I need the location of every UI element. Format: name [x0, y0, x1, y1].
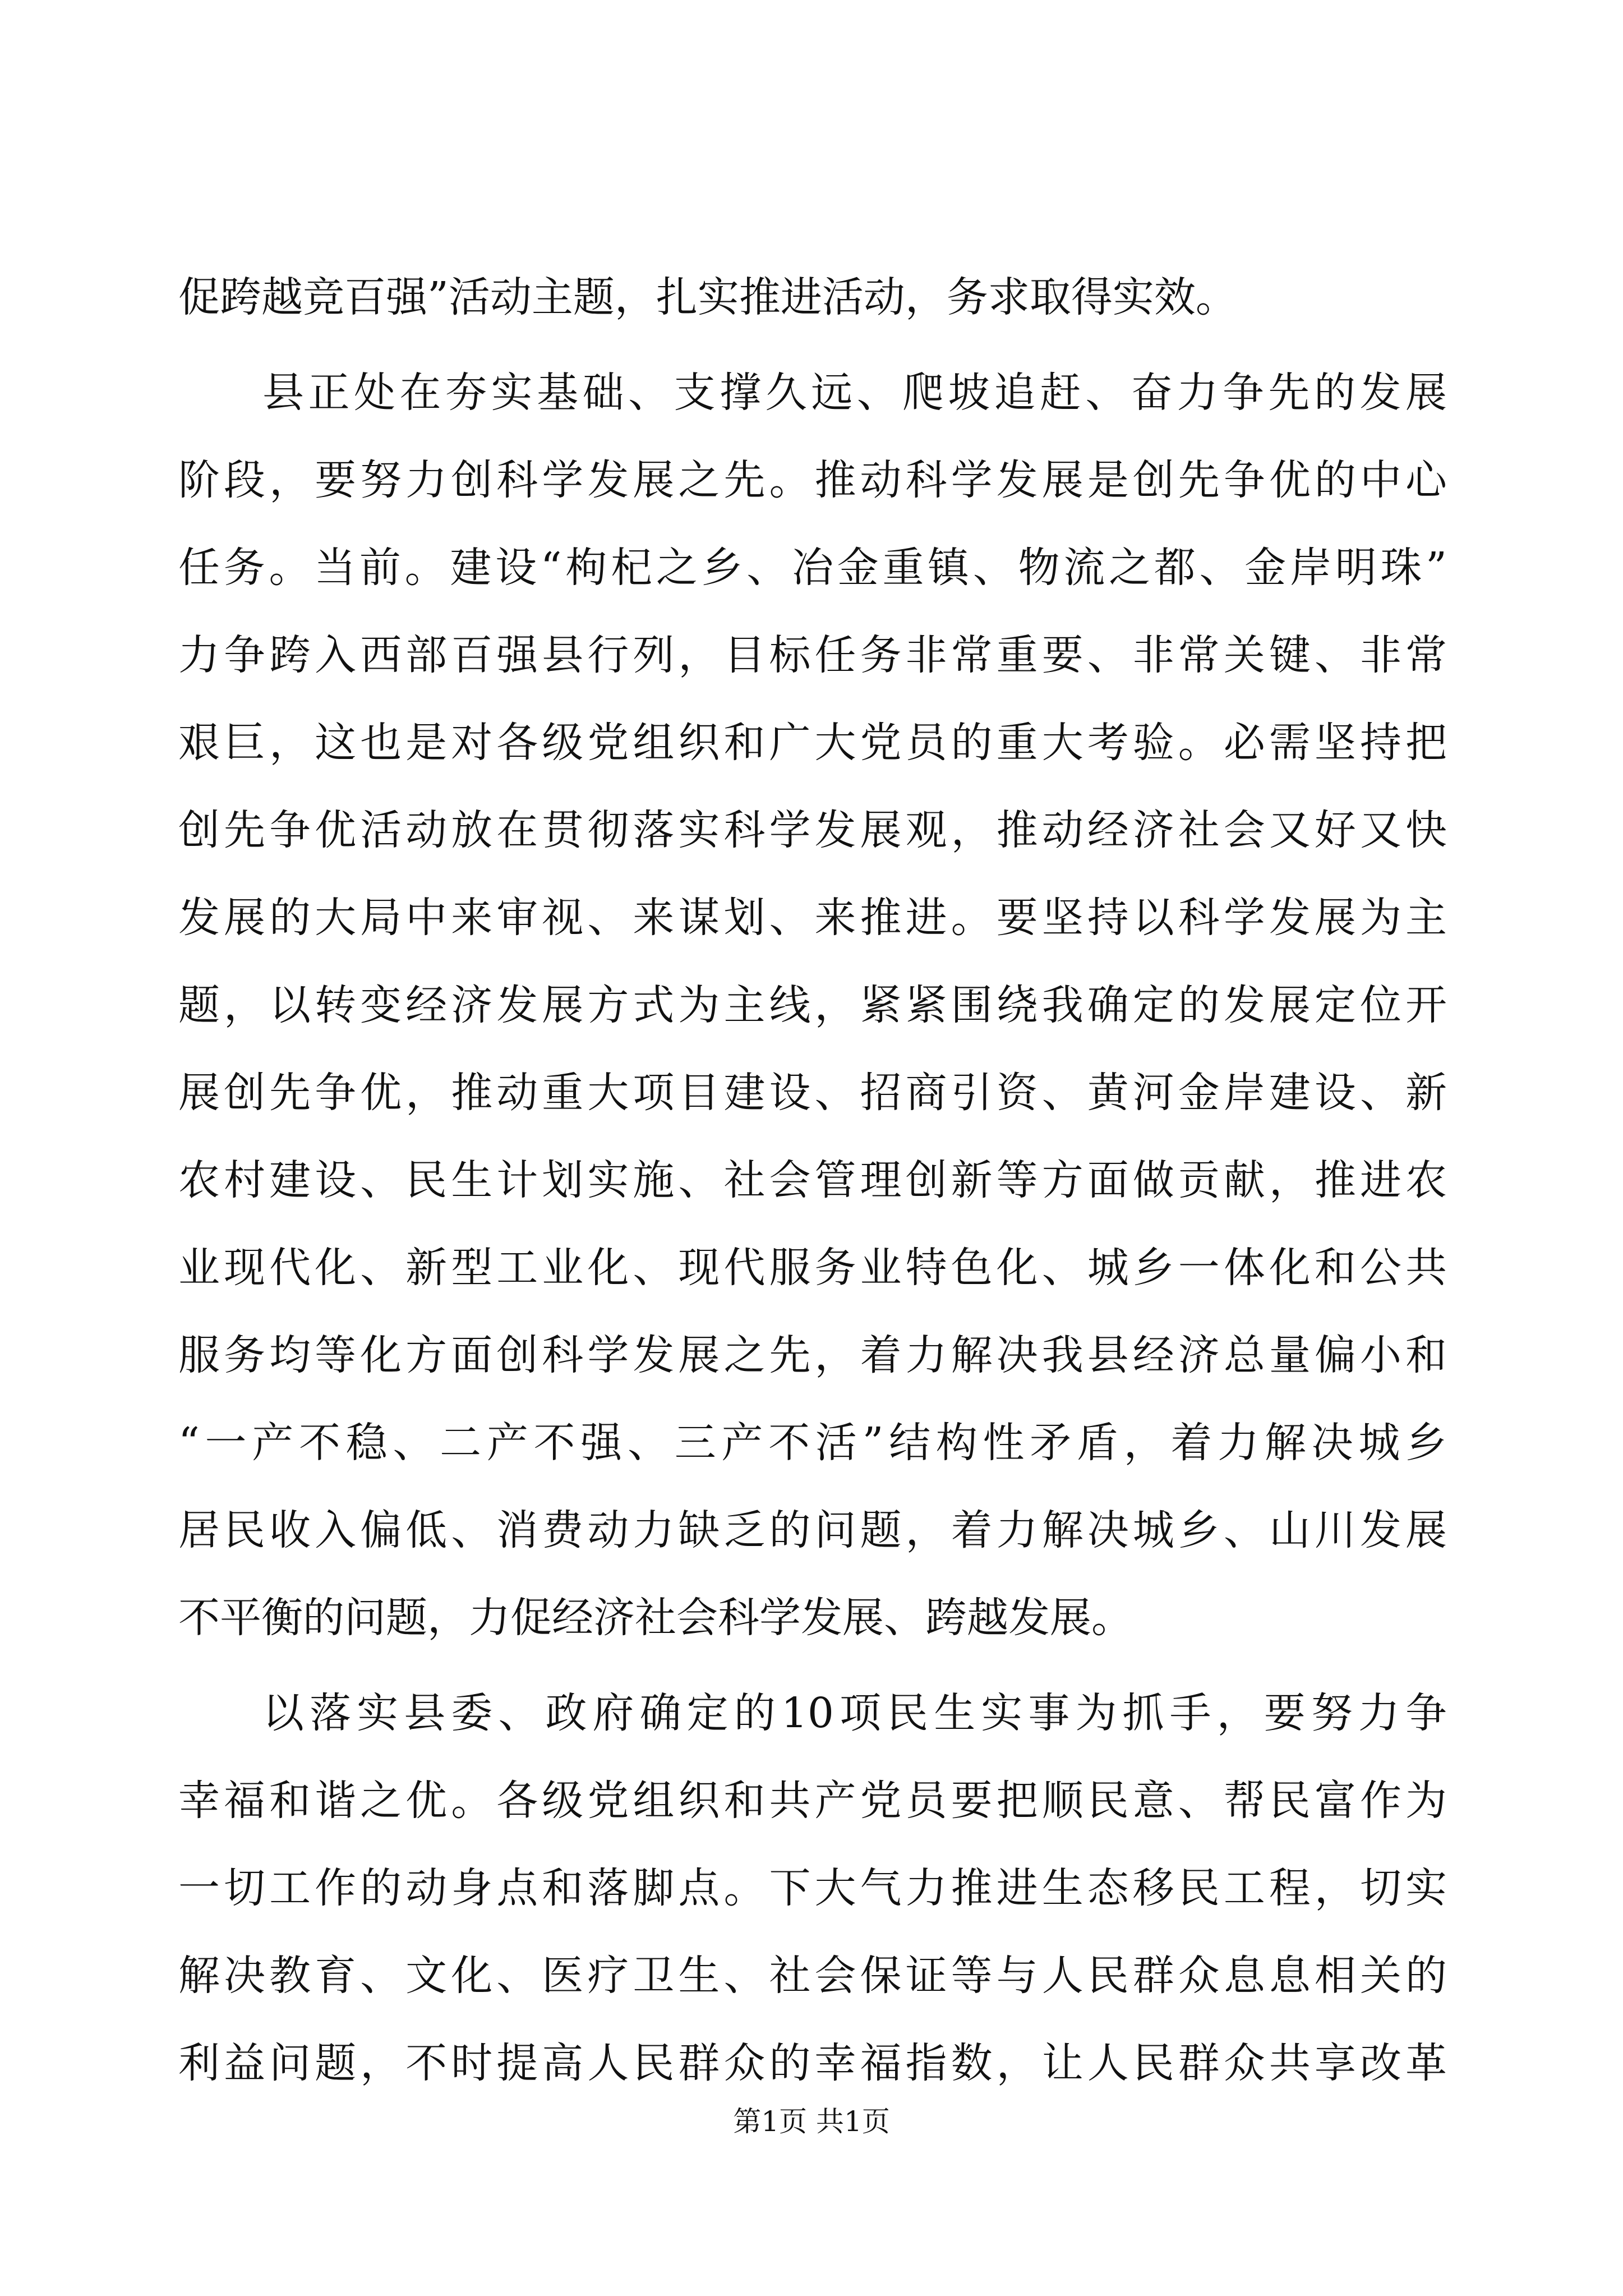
text-line: 幸福和谐之优。各级党组织和共产党员要把顺民意、帮民富作为 — [178, 1777, 1447, 1825]
paragraph-gap — [178, 341, 1447, 349]
text-line: 利益问题，不时提高人民群众的幸福指数，让人民群众共享改革 — [178, 2039, 1447, 2087]
text-line: 业现代化、新型工业化、现代服务业特色化、城乡一体化和公共 — [178, 1244, 1447, 1292]
text-line: 题，以转变经济发展方式为主线，紧紧围绕我确定的发展定位开 — [178, 981, 1447, 1029]
text-line: 以落实县委、政府确定的10项民生实事为抓手，要努力争 — [262, 1689, 1447, 1737]
text-line: 农村建设、民生计划实施、社会管理创新等方面做贡献，推进农 — [178, 1156, 1447, 1204]
paragraph-2 — [178, 1669, 1447, 2107]
page-footer: 第1页 共1页 — [733, 2105, 890, 2138]
text-line: 促跨越竞百强”活动主题，扎实推进活动，务求取得实效。 — [178, 273, 1237, 321]
text-line: 力争跨入西部百强县行列，目标任务非常重要、非常关键、非常 — [178, 631, 1447, 679]
text-line: 一切工作的动身点和落脚点。下大气力推进生态移民工程，切实 — [178, 1864, 1447, 1912]
text-line: 艰巨，这也是对各级党组织和广大党员的重大考验。必需坚持把 — [178, 719, 1447, 767]
text-line: 展创先争优，推动重大项目建设、招商引资、黄河金岸建设、新 — [178, 1069, 1447, 1117]
paragraph-0 — [178, 254, 1447, 341]
paragraph-1 — [178, 349, 1447, 1662]
text-line: 创先争优活动放在贯彻落实科学发展观，推动经济社会又好又快 — [178, 806, 1447, 854]
text-line: 服务均等化方面创科学发展之先，着力解决我县经济总量偏小和 — [178, 1331, 1447, 1379]
document-body — [178, 254, 1447, 2107]
text-line: 发展的大局中来审视、来谋划、来推进。要坚持以科学发展为主 — [178, 894, 1447, 942]
text-line: 阶段，要努力创科学发展之先。推动科学发展是创先争优的中心 — [178, 456, 1447, 504]
text-line: 县正处在夯实基础、支撑久远、爬坡追赶、奋力争先的发展 — [262, 369, 1447, 417]
text-line: 解决教育、文化、医疗卫生、社会保证等与人民群众息息相关的 — [178, 1952, 1447, 2000]
text-line: 居民收入偏低、消费动力缺乏的问题，着力解决城乡、山川发展 — [178, 1506, 1447, 1554]
paragraph-gap — [178, 1662, 1447, 1669]
text-line: 任务。当前。建设“枸杞之乡、冶金重镇、物流之都、金岸明珠” — [178, 544, 1447, 592]
text-line: 不平衡的问题，力促经济社会科学发展、跨越发展。 — [178, 1594, 1133, 1642]
text-line: “一产不稳、二产不强、三产不活”结构性矛盾，着力解决城乡 — [178, 1419, 1447, 1467]
